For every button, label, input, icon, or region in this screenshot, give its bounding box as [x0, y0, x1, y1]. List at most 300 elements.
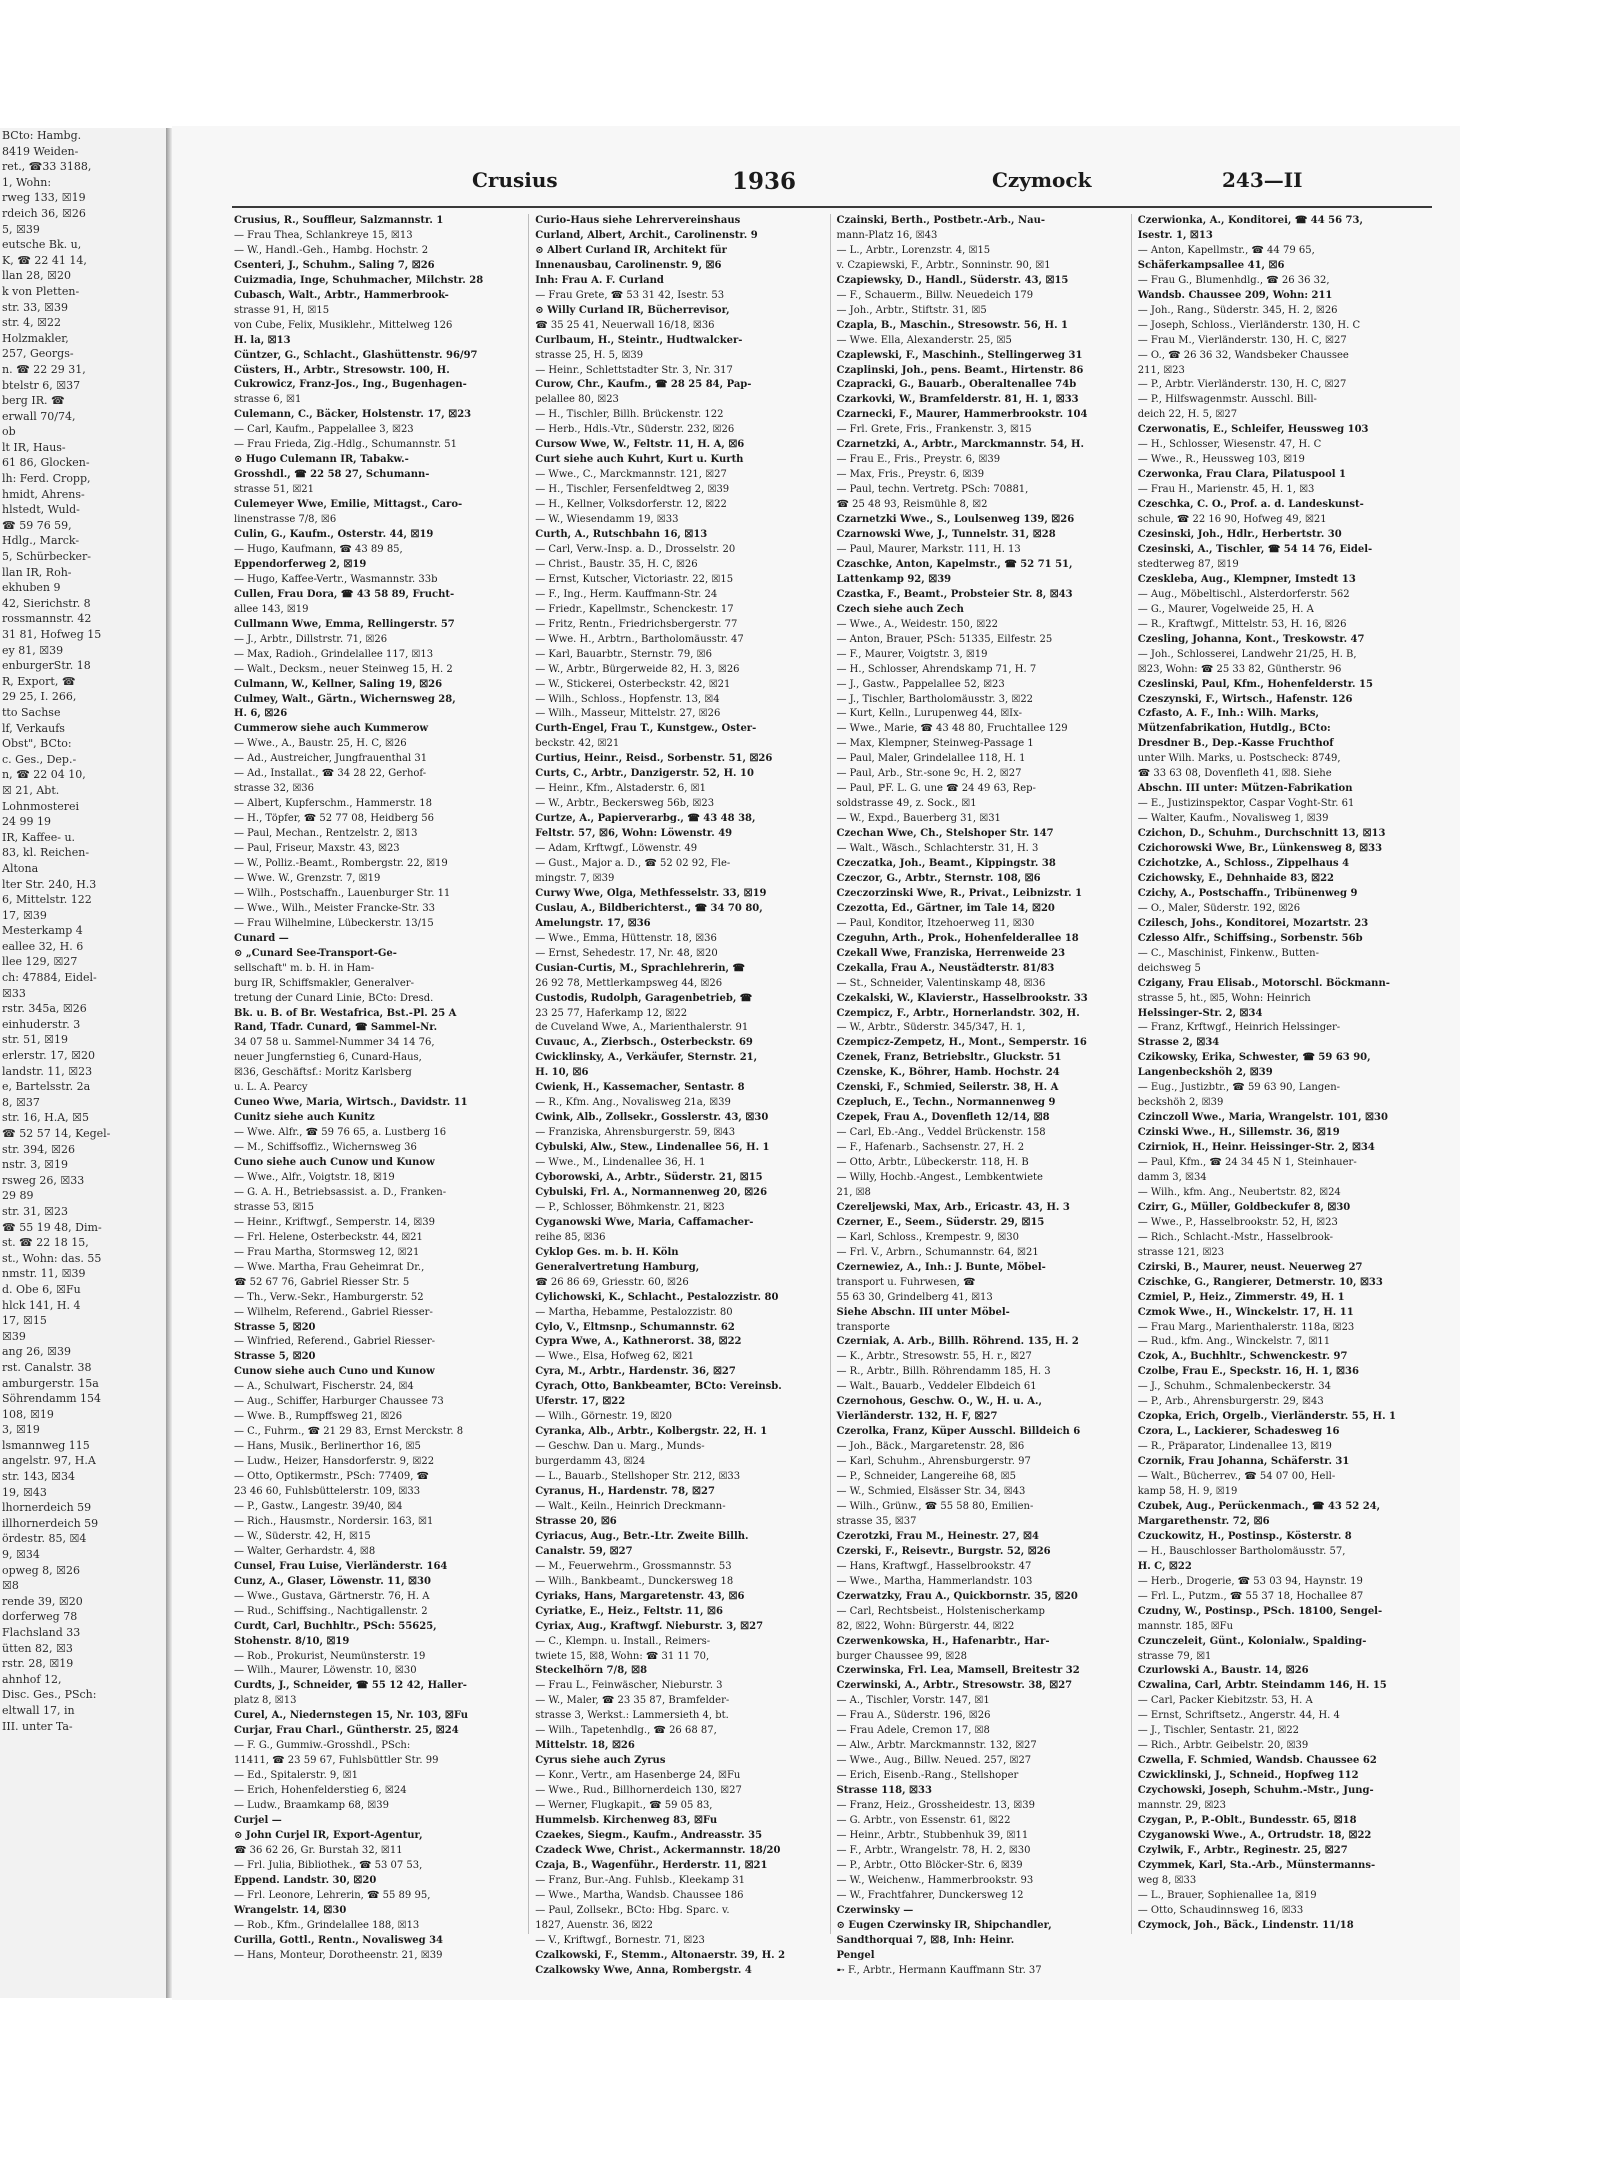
left-page-line: c. Ges., Dep.- — [2, 752, 77, 766]
left-page-line: 9, ☒34 — [2, 1548, 40, 1562]
directory-entry: — Wilh., kfm. Ang., Neubertstr. 82, ☒24 — [1137, 1186, 1341, 1198]
directory-entry: — Walter, Kaufm., Novalisweg 1, ☒39 — [1137, 813, 1329, 825]
directory-entry: — Carl, Kaufm., Pappelallee 3, ☒23 — [234, 424, 414, 436]
directory-entry: — Frl. Julia, Bibliothek., ☎ 53 07 53, — [234, 1859, 423, 1871]
directory-entry: — Paul, Friseur, Maxstr. 43, ☒23 — [234, 843, 400, 855]
directory-entry: allee 143, ☒19 — [234, 603, 309, 615]
directory-entry: — Wwe., Rud., Billhornerdeich 130, ☒27 — [535, 1785, 742, 1797]
directory-entry: Cursow Wwe, W., Feltstr. 11, H. A, ☒6 — [535, 439, 745, 451]
directory-entry: ⊙ Hugo Culemann IR, Tabakw.- — [234, 454, 409, 466]
directory-entry: — W., Stickerei, Osterbeckstr. 42, ☒21 — [535, 678, 731, 690]
directory-entry: — Ernst, Schriftsetz., Angerstr. 44, H. 4 — [1137, 1710, 1340, 1722]
column-2 — [535, 214, 830, 1976]
directory-entry: Czadeck Wwe, Christ., Ackermannstr. 18/20 — [535, 1844, 781, 1856]
directory-entry: — J., Gastw., Pappelallee 52, ☒23 — [836, 678, 1005, 690]
directory-entry: — Frau Wilhelmine, Lübeckerstr. 13/15 — [234, 917, 434, 929]
directory-entry: mannstr. 185, ☒Fu — [1137, 1620, 1234, 1632]
directory-entry: Czmok Wwe., H., Winckelstr. 17, H. 11 — [1137, 1306, 1354, 1318]
directory-entry: — V., Kriftwgf., Bornestr. 71, ☒23 — [535, 1934, 705, 1946]
directory-entry: Czopka, Erich, Orgelb., Vierländerstr. 55, H. 1 — [1137, 1411, 1396, 1423]
directory-entry: Czinski Wwe., H., Sillemstr. 36, ☒19 — [1137, 1127, 1340, 1139]
directory-entry: Czikowsky, Erika, Schwester, ☎ 59 63 90, — [1137, 1052, 1371, 1064]
directory-entry: Curdts, J., Schneider, ☎ 55 12 42, Haller- — [234, 1680, 467, 1692]
left-page-line: nmstr. 11, ☒39 — [2, 1267, 86, 1281]
directory-page — [172, 126, 1460, 2000]
directory-entry: Cyranka, Alb., Arbtr., Kolbergstr. 22, H. 1 — [535, 1426, 768, 1438]
directory-entry: Cyriatke, E., Heiz., Feltstr. 11, ☒6 — [535, 1605, 723, 1617]
directory-entry: mann-Platz 16, ☒43 — [836, 229, 938, 241]
directory-entry: Czerwinsky — — [836, 1904, 914, 1916]
directory-entry: Czaekes, Siegm., Kaufm., Andreasstr. 35 — [535, 1829, 763, 1841]
directory-entry: Czerwionka, A., Konditorei, ☎ 44 56 73, — [1137, 215, 1363, 226]
directory-entry: Cyrach, Otto, Bankbeamter, BCto: Vereinsb. — [535, 1381, 782, 1393]
directory-entry: — Werner, Flugkapit., ☎ 59 05 83, — [535, 1800, 713, 1812]
directory-entry: — Rud., kfm. Ang., Winckelstr. 7, ☒11 — [1137, 1336, 1331, 1348]
directory-entry: — W., Wiesendamm 19, ☒33 — [535, 514, 679, 526]
directory-entry: — Paul, Maurer, Markstr. 111, H. 13 — [836, 543, 1021, 555]
directory-entry: — F. G., Gummiw.-Grosshdl., PSch: — [234, 1740, 411, 1752]
directory-entry: ☎ 36 62 26, Gr. Burstah 32, ☒11 — [234, 1844, 403, 1856]
directory-entry: H. C, ☒22 — [1137, 1560, 1192, 1572]
directory-entry: Sandthorquai 7, ☒8, Inh: Heinr. — [836, 1934, 1015, 1946]
directory-entry: — Wwe., Wilh., Meister Francke-Str. 33 — [234, 902, 436, 914]
directory-entry: — Wwe. W., Grenzstr. 7, ☒19 — [234, 872, 381, 884]
directory-entry: Czischke, G., Rangierer, Detmerstr. 10, ☒33 — [1137, 1276, 1383, 1288]
directory-entry: Czerotzki, Frau M., Heinestr. 27, ☒4 — [836, 1530, 1039, 1542]
directory-entry: — Christ., Baustr. 35, H. C, ☒26 — [535, 558, 698, 570]
directory-entry: — Rich., Arbtr. Geibelstr. 20, ☒39 — [1137, 1740, 1309, 1752]
directory-entry: — Winfried, Referend., Gabriel Riesser- — [234, 1336, 436, 1348]
directory-entry: strasse 79, ☒1 — [1137, 1650, 1212, 1662]
header-year: 1936 — [732, 168, 797, 195]
directory-entry: — Frau Grete, ☎ 53 31 42, Isestr. 53 — [535, 289, 725, 301]
directory-entry: — F., Maurer, Voigtstr. 3, ☒19 — [836, 648, 988, 660]
directory-entry: — Frau E., Fris., Preystr. 6, ☒39 — [836, 454, 1001, 466]
directory-entry: — Karl, Bauarbtr., Sternstr. 79, ☒6 — [535, 648, 712, 660]
directory-entry: Czurlowski A., Baustr. 14, ☒26 — [1137, 1665, 1309, 1677]
directory-entry: — Wwe., P., Hasselbrookstr. 52, H, ☒23 — [1137, 1216, 1338, 1228]
left-page-line: eallee 32, H. 6 — [2, 939, 84, 953]
directory-entry: — Carl, Verw.-Insp. a. D., Drosselstr. 20 — [535, 543, 736, 555]
directory-entry: — Paul, techn. Vertretg. PSch: 70881, — [836, 484, 1029, 496]
left-page-line: ütten 82, ☒3 — [2, 1641, 73, 1655]
directory-entry: deichsweg 5 — [1137, 962, 1201, 974]
directory-entry: Czalkowsky Wwe, Anna, Rombergstr. 4 — [535, 1964, 752, 1976]
directory-entry: — Franz, Bur.-Ang. Fuhlsb., Kleekamp 31 — [535, 1874, 746, 1886]
directory-entry: Czirniok, H., Heinr. Heissinger-Str. 2, ☒34 — [1137, 1142, 1375, 1154]
directory-entry: Czichotzke, A., Schloss., Zippelhaus 4 — [1137, 857, 1350, 869]
directory-entry: 23 25 77, Haferkamp 12, ☒22 — [535, 1007, 688, 1019]
directory-entry: — Otto, Schaudinnsweg 16, ☒33 — [1137, 1904, 1304, 1916]
directory-entry: Cyrus siehe auch Zyrus — [535, 1755, 666, 1767]
directory-entry: — Fritz, Rentn., Friedrichsbergerstr. 77 — [535, 618, 738, 630]
directory-entry: — Heinr., Schlettstadter Str. 3, Nr. 317 — [535, 364, 733, 376]
directory-entry: Curtius, Heinr., Reisd., Sorbenstr. 51, ☒26 — [535, 753, 773, 765]
directory-entry: — O., Maler, Süderstr. 192, ☒26 — [1137, 902, 1301, 914]
directory-entry: Cuslau, A., Bildberichterst., ☎ 34 70 80, — [535, 902, 763, 914]
directory-entry: Czerniak, A. Arb., Billh. Röhrend. 135, H. 2 — [836, 1336, 1079, 1348]
directory-entry: — Frau G., Blumenhdlg., ☎ 26 36 32, — [1137, 274, 1330, 286]
directory-entry: ☎ 33 63 08, Dovenfleth 41, ☒8. Siehe — [1137, 768, 1332, 780]
left-page-line: erlerstr. 17, ☒20 — [2, 1049, 96, 1063]
directory-entry: Czeschka, C. O., Prof. a. d. Landeskunst- — [1137, 499, 1364, 511]
directory-entry: ⊙ „Cunard See-Transport-Ge- — [234, 947, 397, 959]
directory-entry: linenstrasse 7/8, ☒6 — [234, 514, 337, 526]
directory-entry: — Paul, Maler, Grindelallee 118, H. 1 — [836, 753, 1026, 765]
directory-entry: — H., Schlosser, Ahrendskamp 71, H. 7 — [836, 663, 1037, 675]
directory-entry: — Franziska, Ahrensburgerstr. 59, ☒43 — [535, 1127, 736, 1139]
left-page-line: str. 51, ☒19 — [2, 1033, 68, 1047]
left-page-line: Disc. Ges., PSch: — [2, 1688, 97, 1702]
directory-entry: strasse 6, ☒1 — [234, 394, 302, 406]
directory-entry: tretung der Cunard Linie, BCto: Dresd. — [234, 992, 434, 1004]
directory-entry: u. L. A. Pearcy — [234, 1082, 308, 1094]
directory-entry: 34 07 58 u. Sammel-Nummer 34 14 76, — [234, 1037, 435, 1049]
directory-entry: Czygan, P., P.-Oblt., Bundesstr. 65, ☒18 — [1137, 1814, 1357, 1826]
left-page-line: III. unter Ta- — [2, 1719, 73, 1733]
left-page-line: btelstr 6, ☒37 — [2, 378, 81, 392]
directory-entry: Czereljewski, Max, Arb., Ericastr. 43, H. 3 — [836, 1201, 1070, 1213]
directory-entry: Wandsb. Chaussee 209, Wohn: 211 — [1137, 289, 1333, 301]
directory-entry: Cullen, Frau Dora, ☎ 43 58 89, Frucht- — [234, 588, 455, 600]
directory-entry: — Wwe. Martha, Frau Geheimrat Dr., — [234, 1261, 425, 1273]
directory-entry: — O., ☎ 26 36 32, Wandsbeker Chaussee — [1137, 349, 1349, 361]
left-page-line: 19, ☒43 — [2, 1485, 47, 1499]
directory-entry: — W., Arbtr., Beckersweg 56b, ☒23 — [535, 798, 715, 810]
directory-entry: Cuneo Wwe, Maria, Wirtsch., Davidstr. 11 — [234, 1097, 468, 1109]
directory-entry: Helssinger-Str. 2, ☒34 — [1137, 1007, 1263, 1019]
directory-entry: transporte — [836, 1321, 890, 1333]
directory-entry: Curio-Haus siehe Lehrervereinshaus — [535, 215, 741, 226]
directory-entry: Czempicz-Zempetz, H., Mont., Semperstr. 16 — [836, 1037, 1087, 1049]
left-page-line: Söhrendamm 154 — [2, 1392, 102, 1406]
directory-entry: Czlesso Alfr., Schiffsing., Sorbenstr. 56b — [1137, 932, 1363, 944]
directory-entry: Czepek, Frau A., Dovenfleth 12/14, ☒8 — [836, 1112, 1050, 1124]
left-page-line: lsmannweg 115 — [2, 1438, 90, 1452]
directory-entry: — G. A. H., Betriebsassist. a. D., Franken- — [234, 1186, 447, 1198]
left-page-line: 42, Sierichstr. 8 — [2, 596, 91, 610]
directory-entry: — Otto, Optikermstr., PSch: 77409, ☎ — [234, 1471, 430, 1483]
directory-entry: Czarkovki, W., Bramfelderstr. 81, H. 1, ☒33 — [836, 394, 1079, 406]
directory-entry: strasse 25, H. 5, ☒39 — [535, 349, 644, 361]
directory-entry: — Wwe. Ella, Alexanderstr. 25, ☒5 — [836, 334, 1012, 346]
directory-entry: — Anton, Brauer, PSch: 51335, Eilfestr. 25 — [836, 633, 1053, 645]
directory-entry: Isestr. 1, ☒13 — [1137, 229, 1213, 241]
directory-entry: — Wwe. B., Rumpffsweg 21, ☒26 — [234, 1411, 403, 1423]
directory-entry: — Wilh., Schloss., Hopfenstr. 13, ☒4 — [535, 693, 720, 705]
left-page-line: rstr. 345a, ☒26 — [2, 1002, 87, 1016]
left-page-line: rst. Canalstr. 38 — [2, 1360, 92, 1374]
directory-entry: 26 92 78, Mettlerkampsweg 44, ☒26 — [535, 977, 723, 989]
directory-entry: — Wwe., A., Baustr. 25, H. C, ☒26 — [234, 738, 407, 750]
directory-entry: — Wwe., M., Lindenallee 36, H. 1 — [535, 1157, 706, 1169]
left-page-line: 24 99 19 — [2, 815, 51, 829]
directory-entry: — K., Arbtr., Stresowstr. 55, H. r., ☒27 — [836, 1351, 1032, 1363]
directory-entry: Cyborowski, A., Arbtr., Süderstr. 21, ☒15 — [535, 1172, 763, 1183]
directory-entry: Czymmek, Karl, Sta.-Arb., Münstermanns- — [1137, 1859, 1376, 1871]
directory-entry: — Willy, Hochb.-Angest., Lembkentwiete — [836, 1172, 1043, 1183]
directory-entry: — W., Süderstr. 42, H, ☒15 — [234, 1530, 371, 1542]
directory-entry: — Frau Frieda, Zig.-Hdlg., Schumannstr. 51 — [234, 439, 457, 451]
left-page-line: 17, ☒39 — [2, 908, 47, 922]
directory-entry: Czwalina, Carl, Arbtr. Steindamm 146, H. 15 — [1137, 1680, 1387, 1692]
directory-entry: Curth-Engel, Frau T., Kunstgew., Oster- — [535, 723, 757, 735]
directory-entry: Czesinski, Joh., Hdlr., Herbertstr. 30 — [1137, 529, 1342, 541]
directory-entry: — Aug., Schiffer, Harburger Chaussee 73 — [234, 1396, 444, 1408]
directory-entry: v. Czapiewski, F., Arbtr., Sonninstr. 90, ☒1 — [836, 259, 1051, 271]
directory-entry: — Wwe., Marie, ☎ 43 48 80, Fruchtallee 129 — [836, 723, 1068, 735]
directory-entry: — Carl, Eb.-Ang., Veddel Brückenstr. 158 — [836, 1127, 1046, 1139]
directory-entry: Eppend. Landstr. 30, ☒20 — [234, 1874, 377, 1886]
directory-entry: — Wilh., Grünw., ☎ 55 58 80, Emilien- — [836, 1500, 1034, 1512]
header-rule — [232, 206, 1432, 208]
directory-entry: — Wilh., Görnestr. 19, ☒20 — [535, 1411, 673, 1423]
directory-entry: — Joh., Schlosserei, Landwehr 21/25, H. B, — [1137, 648, 1357, 660]
directory-entry: Cukrowicz, Franz-Jos., Ing., Bugenhagen- — [234, 379, 467, 391]
directory-entry: Cummerow siehe auch Kummerow — [234, 723, 429, 735]
directory-entry: Czichy, A., Postschaffn., Tribünenweg 9 — [1137, 887, 1358, 899]
directory-entry: — Wwe., Gustava, Gärtnerstr. 76, H. A — [234, 1590, 430, 1602]
directory-entry: Czenski, F., Schmied, Seilerstr. 38, H. A — [836, 1082, 1059, 1094]
directory-entry: — Frau L., Feinwäscher, Nieburstr. 3 — [535, 1680, 723, 1692]
directory-entry: Curjel — — [234, 1814, 282, 1826]
directory-entry: Cunard — — [234, 932, 289, 944]
directory-entry: Czerner, E., Seem., Süderstr. 29, ☒15 — [836, 1216, 1045, 1228]
directory-entry: — J., Arbtr., Dillstrstr. 71, ☒26 — [234, 633, 388, 645]
left-page-line: d. Obe 6, ☒Fu — [2, 1282, 81, 1296]
directory-entry: — Ernst, Sehedestr. 17, Nr. 48, ☒20 — [535, 947, 718, 959]
left-page-line: rdeich 36, ☒26 — [2, 206, 86, 220]
directory-entry: Bk. u. B. of Br. Westafrica, Bst.-Pl. 25 A — [234, 1007, 457, 1019]
directory-entry: — Herb., Drogerie, ☎ 53 03 94, Haynstr. 19 — [1137, 1575, 1363, 1587]
directory-entry: Cybulski, Frl. A., Normannenweg 20, ☒26 — [535, 1186, 768, 1198]
directory-entry: — Paul, Konditor, Itzehoerweg 11, ☒30 — [836, 917, 1035, 929]
directory-entry: — Paul, Arb., Str.-sone 9c, H. 2, ☒27 — [836, 768, 1022, 780]
left-page-line: str. 4, ☒22 — [2, 316, 61, 330]
directory-entry: — St., Schneider, Valentinskamp 48, ☒36 — [836, 977, 1046, 989]
directory-entry: — Wwe., Alfr., Voigtstr. 18, ☒19 — [234, 1172, 395, 1183]
directory-entry: — Wilh., Maurer, Löwenstr. 10, ☒30 — [234, 1665, 417, 1677]
directory-entry: strasse 51, ☒21 — [234, 484, 315, 496]
directory-entry: — Frau Adele, Cremon 17, ☒8 — [836, 1725, 990, 1737]
directory-entry: stedterweg 87, ☒19 — [1137, 558, 1239, 570]
directory-entry: — Rob., Kfm., Grindelallee 188, ☒13 — [234, 1919, 420, 1931]
directory-entry: — Hans, Musik., Berlinerthor 16, ☒5 — [234, 1441, 421, 1453]
directory-entry: Curts, C., Arbtr., Danzigerstr. 52, H. 10 — [535, 768, 754, 780]
directory-entry: Czylwik, F., Arbtr., Reginestr. 25, ☒27 — [1137, 1844, 1348, 1856]
directory-entry: Czinczoll Wwe., Maria, Wrangelstr. 101, ☒30 — [1137, 1112, 1388, 1124]
directory-entry: Czastka, F., Beamt., Probsteier Str. 8, ☒43 — [836, 588, 1073, 600]
directory-entry: — A., Tischler, Vorstr. 147, ☒1 — [836, 1695, 990, 1707]
left-page-line: 17, ☒15 — [2, 1314, 47, 1328]
directory-entry: — Wilh., Masseur, Mittelstr. 27, ☒26 — [535, 708, 721, 720]
directory-entry: — Wwe., R., Heussweg 103, ☒19 — [1137, 454, 1305, 466]
directory-entry: — Walt., Wäsch., Schlachterstr. 31, H. 3 — [836, 843, 1039, 855]
directory-entry: — Karl, Schuhm., Ahrensburgerstr. 97 — [836, 1456, 1031, 1468]
directory-entry: Cubasch, Walt., Arbtr., Hammerbrook- — [234, 289, 449, 301]
directory-entry: Czezotta, Ed., Gärtner, im Tale 14, ☒20 — [836, 902, 1055, 914]
left-page-line: rweg 133, ☒19 — [2, 191, 86, 205]
left-page-line: str. 143, ☒34 — [2, 1470, 75, 1484]
directory-entry: — Hugo, Kaffee-Vertr., Wasmannstr. 33b — [234, 573, 438, 585]
directory-entry: — M., Feuerwehrm., Grossmannstr. 53 — [535, 1560, 732, 1572]
directory-entry: Hummelsb. Kirchenweg 83, ☒Fu — [535, 1814, 718, 1826]
directory-entry: — Franz, Krftwgf., Heinrich Helssinger- — [1137, 1022, 1341, 1034]
column-3 — [836, 214, 1132, 1976]
left-page-line: eltwall 17, in — [2, 1703, 75, 1717]
directory-entry: — R., Kraftwgf., Mittelstr. 53, H. 16, ☒26 — [1137, 618, 1347, 630]
left-page-line: str. 394, ☒26 — [2, 1142, 75, 1156]
directory-entry: — J., Tischler, Bartholomäusstr. 3, ☒22 — [836, 693, 1034, 705]
directory-entry: — Kurt, Kelln., Lurupenweg 44, ☒Ix- — [836, 708, 1022, 720]
directory-entry: 21, ☒8 — [836, 1186, 871, 1198]
directory-entry: — Adam, Krftwgf., Löwenstr. 49 — [535, 843, 698, 855]
directory-entry: — F., Arbtr., Wrangelstr. 78, H. 2, ☒30 — [836, 1844, 1031, 1856]
directory-entry: Cyranus, H., Hardenstr. 78, ☒27 — [535, 1486, 715, 1498]
left-page-line: IR, Kaffee- u. — [2, 830, 76, 844]
directory-entry: — Rob., Prokurist, Neumünsterstr. 19 — [234, 1650, 426, 1662]
directory-entry: — Rud., Schiffsing., Nachtigallenstr. 2 — [234, 1605, 428, 1617]
left-page-line: llan 28, ☒20 — [2, 269, 72, 283]
directory-entry: strasse 32, ☒36 — [234, 783, 315, 795]
directory-entry: ☎ 25 48 93, Reismühle 8, ☒2 — [836, 499, 988, 511]
directory-entry: — Wilhelm, Referend., Gabriel Riesser- — [234, 1306, 433, 1318]
directory-entry: — Ad., Installat., ☎ 34 28 22, Gerhof- — [234, 768, 427, 780]
directory-entry: Vierländerstr. 132, H. F, ☒27 — [836, 1411, 998, 1423]
directory-entry: platz 8, ☒13 — [234, 1695, 297, 1707]
directory-entry: — Erich, Eisenb.-Rang., Stellshoper — [836, 1770, 1019, 1782]
directory-entry: ☎ 52 67 76, Gabriel Riesser Str. 5 — [234, 1276, 410, 1288]
directory-entry: Cyriax, Aug., Kraftwgf. Nieburstr. 3, ☒27 — [535, 1620, 764, 1632]
directory-entry: H. la, ☒13 — [234, 334, 291, 346]
directory-entry: pelallee 80, ☒23 — [535, 394, 619, 406]
directory-entry: Czechan Wwe, Ch., Stelshoper Str. 147 — [836, 828, 1054, 840]
directory-entry: mannstr. 29, ☒23 — [1137, 1800, 1227, 1812]
directory-entry: Czichorowski Wwe, Br., Lünkensweg 8, ☒33 — [1137, 843, 1383, 855]
directory-entry: Czeguhn, Arth., Prok., Hohenfelderallee 18 — [836, 932, 1079, 944]
directory-entry: 211, ☒23 — [1137, 364, 1185, 376]
directory-entry: — Frl. Helene, Osterbeckstr. 44, ☒21 — [234, 1231, 423, 1243]
left-page-line: ☎ 52 57 14, Kegel- — [2, 1127, 111, 1140]
directory-entry: Abschn. III unter: Mützen-Fabrikation — [1137, 783, 1353, 795]
left-page-line: Obst", BCto: — [2, 737, 72, 751]
directory-entry: Cyklop Ges. m. b. H. Köln — [535, 1246, 679, 1258]
directory-entry: 11411, ☎ 23 59 67, Fuhlsbüttler Str. 99 — [234, 1755, 439, 1767]
directory-entry: Czmiel, P., Heiz., Zimmerstr. 49, H. 1 — [1137, 1291, 1345, 1303]
directory-entry: Culemeyer Wwe, Emilie, Mittagst., Caro- — [234, 499, 463, 511]
left-page-strip — [0, 128, 167, 1998]
directory-entry: Cybulski, Alw., Stew., Lindenallee 56, H. 1 — [535, 1142, 770, 1154]
directory-entry: — Walt., Bücherrev., ☎ 54 07 00, Hell- — [1137, 1471, 1336, 1483]
left-page-line: 257, Georgs- — [2, 347, 74, 361]
directory-entry: — Paul, Zollsekr., BCto: Hbg. Sparc. v. — [535, 1904, 730, 1916]
directory-entry: Czerwonka, Frau Clara, Pilatuspool 1 — [1137, 469, 1346, 481]
directory-entry: Czarnowski Wwe, J., Tunnelstr. 31, ☒28 — [836, 529, 1056, 541]
directory-entry: — Rich., Hausmstr., Nordersir. 163, ☒1 — [234, 1515, 434, 1527]
directory-entry: Culemann, C., Bäcker, Holstenstr. 17, ☒23 — [234, 409, 472, 421]
directory-entry: ⊙ John Curjel IR, Export-Agentur, — [234, 1829, 423, 1841]
left-page-line: 3, ☒19 — [2, 1423, 40, 1437]
directory-entry: — J., Schuhm., Schmalenbeckerstr. 34 — [1137, 1381, 1331, 1393]
directory-entry: — Walt., Decksm., neuer Steinweg 15, H. 2 — [234, 663, 453, 675]
directory-entry: — Wwe., Elsa, Hofweg 62, ☒21 — [535, 1351, 694, 1363]
left-page-line: 31 81, Hofweg 15 — [2, 628, 102, 641]
column-1 — [234, 214, 529, 1961]
directory-entry: reihe 85, ☒36 — [535, 1231, 606, 1243]
directory-entry: — Walter, Gerhardstr. 4, ☒8 — [234, 1545, 376, 1557]
directory-entry: 23 46 60, Fuhlsbüttelerstr. 109, ☒33 — [234, 1486, 421, 1498]
directory-entry: beckstr. 42, ☒21 — [535, 738, 620, 750]
directory-entry: — C., Klempn. u. Install., Reimers- — [535, 1635, 711, 1647]
header-first-name: Crusius — [472, 168, 558, 192]
directory-entry: — P., Schlosser, Böhmkenstr. 21, ☒23 — [535, 1201, 725, 1213]
directory-entry: Strasse 5, ☒20 — [234, 1321, 316, 1333]
directory-entry: — F., Schauerm., Billw. Neuedeich 179 — [836, 289, 1034, 301]
directory-entry: Cyganowski Wwe, Maria, Caffamacher- — [535, 1216, 754, 1228]
directory-entry: Curilla, Gottl., Rentn., Novalisweg 34 — [234, 1934, 443, 1946]
directory-entry: twiete 15, ☒8, Wohn: ☎ 31 11 70, — [535, 1650, 710, 1662]
directory-entry: Curjar, Frau Charl., Güntherstr. 25, ☒24 — [234, 1725, 459, 1737]
directory-entry: Inh: Frau A. F. Curland — [535, 274, 664, 286]
left-page-line: 5, ☒39 — [2, 222, 40, 236]
directory-entry: — H., Bauschlosser Bartholomäusstr. 57, — [1137, 1545, 1346, 1557]
directory-entry: Curow, Chr., Kaufm., ☎ 28 25 84, Pap- — [535, 379, 752, 391]
directory-entry: — W., Arbtr., Süderstr. 345/347, H. 1, — [836, 1022, 1026, 1034]
directory-entry: — Eug., Justizbtr., ☎ 59 63 90, Langen- — [1137, 1082, 1341, 1094]
header-last-name: Czymock — [992, 168, 1092, 192]
left-page-line: ☒ 21, Abt. — [2, 783, 60, 797]
directory-entry: — G., Maurer, Vogelweide 25, H. A — [1137, 603, 1314, 615]
directory-entry: Czarnetzki, A., Arbtr., Marckmannstr. 54, H. — [836, 439, 1084, 451]
directory-entry: — Aug., Möbeltischl., Alsterdorferstr. 562 — [1137, 588, 1350, 600]
directory-entry: — Rich., Schlacht.-Mstr., Hasselbrook- — [1137, 1231, 1334, 1243]
directory-entry: Innenausbau, Carolinenstr. 9, ☒6 — [535, 259, 722, 271]
directory-entry: Czigany, Frau Elisab., Motorschl. Böckmann- — [1137, 977, 1390, 989]
left-page-line: berg IR. ☎ — [2, 394, 65, 408]
directory-entry: Czepluch, E., Techn., Normannenweg 9 — [836, 1097, 1056, 1109]
directory-entry: von Cube, Felix, Musiklehr., Mittelweg 126 — [234, 319, 453, 331]
directory-entry: Cullmann Wwe, Emma, Rellingerstr. 57 — [234, 618, 455, 630]
left-page-line: st., Wohn: das. 55 — [2, 1251, 102, 1265]
left-page-line: 108, ☒19 — [2, 1407, 54, 1421]
directory-entry: kamp 58, H. 9, ☒19 — [1137, 1486, 1238, 1498]
directory-entry: — P., Arbtr. Vierländerstr. 130, H. C, ☒27 — [1137, 379, 1347, 391]
directory-entry: — H., Töpfer, ☎ 52 77 08, Heidberg 56 — [234, 813, 434, 825]
left-page-line: ☎ 59 76 59, — [2, 518, 72, 532]
directory-entry: Eppendorferweg 2, ☒19 — [234, 558, 367, 570]
directory-entry: Czyganowski Wwe., A., Ortrudstr. 18, ☒22 — [1137, 1829, 1372, 1841]
directory-entry: Czirr, G., Müller, Goldbeckufer 8, ☒30 — [1137, 1201, 1351, 1213]
directory-entry: — Joh., Rang., Süderstr. 345, H. 2, ☒26 — [1137, 304, 1338, 316]
directory-entry: Czenske, K., Böhrer, Hamb. Hochstr. 24 — [836, 1067, 1060, 1079]
directory-entry: — H., Kellner, Volksdorferstr. 12, ☒22 — [535, 499, 727, 511]
directory-entry: Czalkowski, F., Stemm., Altonaerstr. 39, H. 2 — [535, 1949, 786, 1961]
left-page-line: nstr. 3, ☒19 — [2, 1158, 69, 1172]
left-page-line: lhornerdeich 59 — [2, 1501, 92, 1515]
left-page-line: illhornerdeich 59 — [2, 1516, 99, 1530]
directory-entry: — Hugo, Kaufmann, ☎ 43 89 85, — [234, 543, 403, 555]
directory-entry: — Paul, Mechan., Rentzelstr. 2, ☒13 — [234, 828, 418, 840]
directory-entry: ➸ F., Arbtr., Hermann Kauffmann Str. 37 — [836, 1964, 1042, 1976]
directory-entry: — C., Maschinist, Finkenw., Butten- — [1137, 947, 1319, 959]
directory-entry: ⊙ Albert Curland IR, Architekt für — [535, 244, 727, 256]
directory-entry: — W., Maler, ☎ 23 35 87, Bramfelder- — [535, 1695, 730, 1707]
directory-entry: Curt siehe auch Kuhrt, Kurt u. Kurth — [535, 454, 744, 466]
directory-entry: Czichon, D., Schuhm., Durchschnitt 13, ☒13 — [1137, 828, 1386, 840]
left-page-line: hlstedt, Wuld- — [2, 503, 80, 517]
directory-entry: Grosshdl., ☎ 22 58 27, Schumann- — [234, 469, 430, 481]
left-page-line: dorferweg 78 — [2, 1610, 78, 1624]
